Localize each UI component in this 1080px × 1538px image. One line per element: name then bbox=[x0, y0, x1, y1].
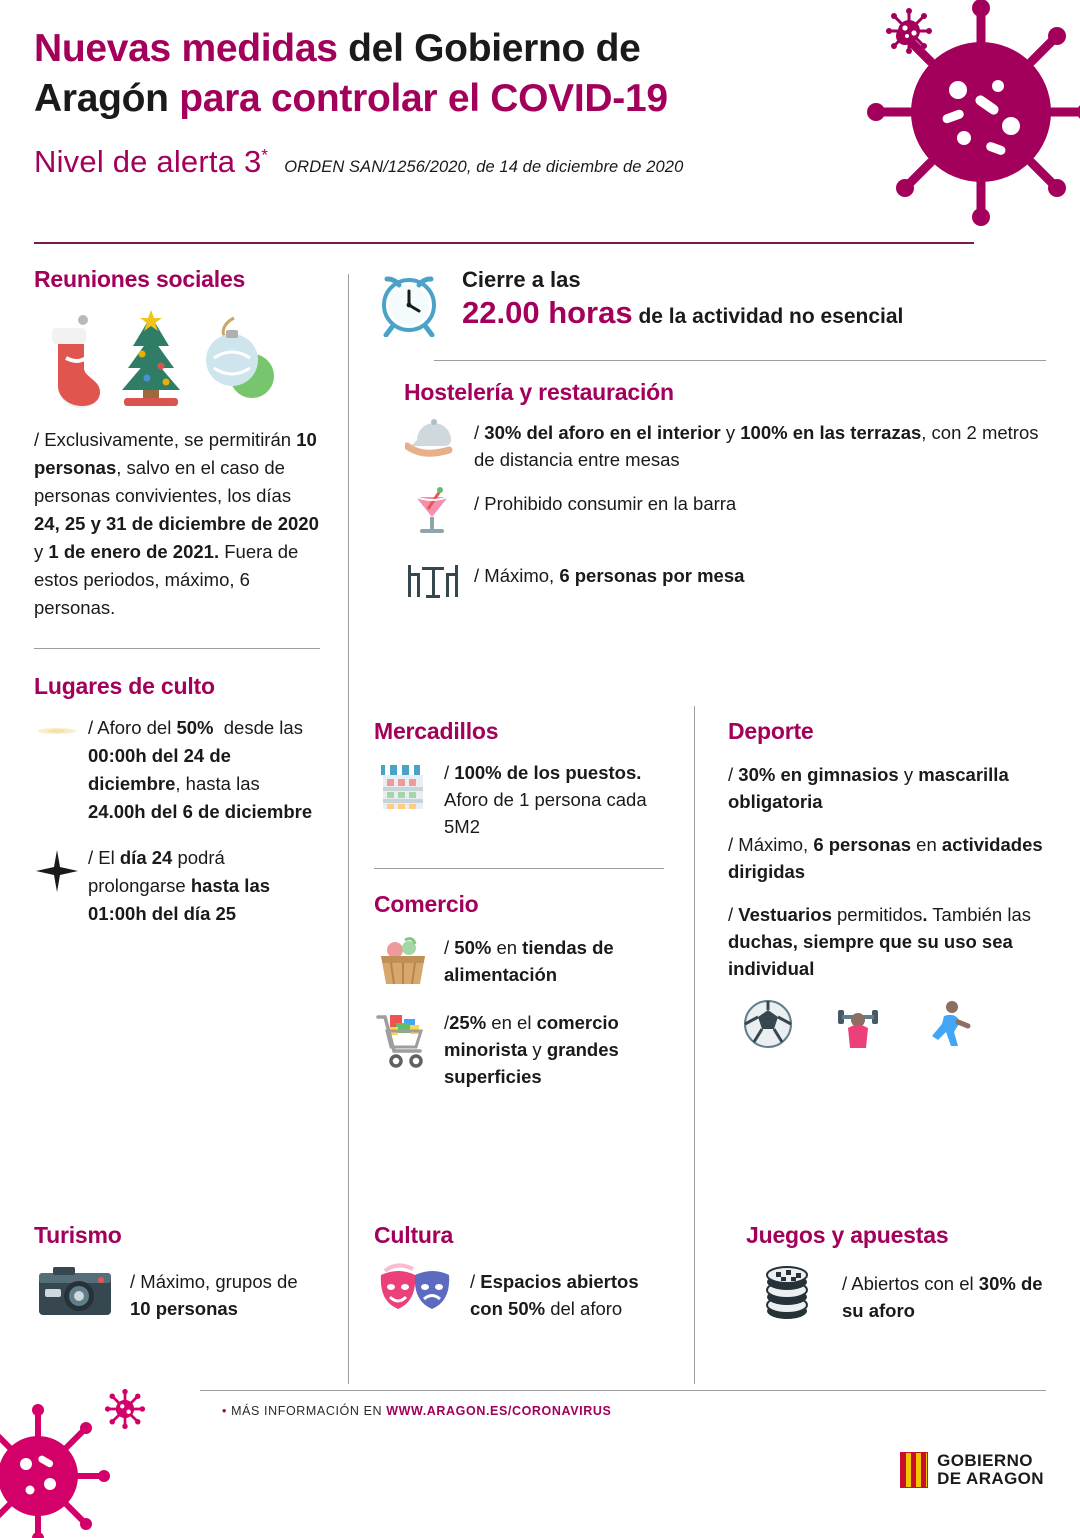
casino-chips-icon bbox=[746, 1263, 828, 1330]
reuniones-text: / Exclusivamente, se permitirán 10 personas, salvo en el caso de personas convivientes, los días 24, 25 y 31 de diciembre de 2020 y 1 de enero de 2021. Fuera de estos periodos, máximo, 6 personas. bbox=[34, 429, 319, 618]
football-icon bbox=[742, 998, 794, 1050]
alarm-clock-icon bbox=[374, 267, 444, 337]
turismo-row bbox=[34, 1263, 320, 1326]
title-plain-2: Aragón bbox=[34, 77, 180, 120]
column-cultura bbox=[374, 1222, 674, 1326]
closing-line2 bbox=[462, 294, 903, 338]
alert-level bbox=[34, 144, 268, 180]
hosteleria-item-1 bbox=[404, 416, 1046, 473]
cocktail-icon bbox=[404, 487, 460, 545]
hosteleria-text-3: / Máximo, 6 personas por mesa bbox=[474, 565, 745, 586]
juegos-row bbox=[746, 1263, 1046, 1330]
mercadillos-text-1: / 100% de los puestos. Aforo de 1 persona cada 5M2 bbox=[444, 762, 647, 837]
alert-level-asterisk: * bbox=[261, 145, 269, 165]
table-chairs-icon bbox=[404, 559, 460, 609]
coronavirus-icon bbox=[846, 0, 1080, 244]
mercadillos-item-1 bbox=[374, 759, 664, 840]
deporte-text-2: / Máximo, 6 personas en actividades dirigidas bbox=[728, 834, 1043, 882]
section-title-reuniones: Reuniones sociales bbox=[34, 266, 246, 292]
section-title-cultura: Cultura bbox=[374, 1222, 454, 1248]
coronavirus-small-bottom-icon bbox=[104, 1388, 146, 1430]
title-plain-1: del Gobierno de bbox=[337, 27, 641, 70]
christmas-bauble-icon bbox=[200, 314, 274, 410]
comercio-text-2: /25% en el comercio minorista y grandes superficies bbox=[444, 1012, 619, 1087]
closing-line1: Cierre a las bbox=[462, 267, 581, 292]
column-juegos bbox=[746, 1222, 1046, 1330]
order-reference: ORDEN SAN/1256/2020, de 14 de diciembre de 2020 bbox=[284, 158, 684, 176]
weightlifting-icon bbox=[832, 998, 884, 1050]
bullet-dot: • bbox=[222, 1404, 227, 1418]
christmas-tree-icon bbox=[114, 310, 188, 410]
christmas-stocking-icon bbox=[36, 314, 102, 410]
deporte-icons bbox=[742, 998, 1046, 1050]
deporte-text-3: / Vestuarios permitidos. También las duchas, siempre que su uso sea individual bbox=[728, 904, 1032, 979]
column-middle-lower bbox=[374, 718, 664, 1106]
column-right bbox=[728, 718, 1046, 1050]
closing-hours: 22.00 horas bbox=[462, 295, 633, 330]
light-ray-icon bbox=[34, 714, 80, 826]
comercio-item-2 bbox=[374, 1009, 664, 1090]
gov-logo-line2: DE ARAGON bbox=[937, 1469, 1044, 1488]
shopping-basket-icon bbox=[374, 934, 432, 993]
section-title-mercadillos: Mercadillos bbox=[374, 718, 499, 744]
alert-level-label: Nivel de alerta 3 bbox=[34, 144, 262, 179]
hosteleria-text-2: / Prohibido consumir en la barra bbox=[474, 493, 737, 514]
gov-logo-text bbox=[937, 1452, 1044, 1488]
deporte-text-1: / 30% en gimnasios y mascarilla obligatoria bbox=[728, 764, 1009, 812]
coronavirus-small-icon bbox=[886, 8, 932, 54]
running-icon bbox=[922, 998, 974, 1050]
more-info-prefix: MÁS INFORMACIÓN EN bbox=[231, 1404, 387, 1418]
comercio-text-1: / 50% en tiendas de alimentación bbox=[444, 937, 614, 985]
more-info-url[interactable]: WWW.ARAGON.ES/CORONAVIRUS bbox=[386, 1404, 612, 1418]
footer-divider bbox=[200, 1390, 1046, 1391]
bottom-row bbox=[34, 1222, 1046, 1362]
section-title-deporte: Deporte bbox=[728, 718, 814, 744]
camera-icon bbox=[34, 1263, 116, 1326]
title-highlight-2: para controlar el COVID-19 bbox=[179, 77, 668, 120]
gobierno-de-aragon-logo bbox=[900, 1452, 1044, 1488]
gov-logo-line1: GOBIERNO bbox=[937, 1451, 1033, 1470]
culto-item-1 bbox=[34, 714, 320, 826]
juegos-text: / Abiertos con el 30% de su aforo bbox=[842, 1272, 1043, 1321]
column-divider-1 bbox=[348, 274, 349, 1384]
mid-divider-1 bbox=[434, 360, 1046, 361]
hosteleria-text-1: / 30% del aforo en el interior y 100% en las terrazas, con 2 metros de distancia entre mesas bbox=[474, 422, 1039, 470]
culto-item-2 bbox=[34, 844, 320, 928]
closing-time-row bbox=[374, 266, 1046, 338]
column-left bbox=[34, 266, 320, 946]
culto-text-1: / Aforo del 50% desde las 00:00h del 24 de diciembre, hasta las 24.00h del 6 de diciembre bbox=[88, 717, 313, 822]
section-title-turismo: Turismo bbox=[34, 1222, 122, 1248]
food-tray-icon bbox=[404, 416, 460, 470]
title-highlight-1: Nuevas medidas bbox=[34, 27, 338, 70]
left-divider-1 bbox=[34, 648, 320, 649]
hosteleria-item-3 bbox=[404, 559, 1046, 609]
aragon-flag-icon bbox=[900, 1452, 928, 1488]
comercio-item-1 bbox=[374, 934, 664, 993]
section-title-culto: Lugares de culto bbox=[34, 673, 215, 699]
shopping-cart-icon bbox=[374, 1009, 432, 1076]
content-columns bbox=[34, 266, 1046, 1386]
star-icon bbox=[34, 844, 80, 928]
column-turismo bbox=[34, 1222, 320, 1326]
closing-time-text bbox=[462, 266, 903, 338]
turismo-text: / Máximo, grupos de 10 personas bbox=[130, 1270, 298, 1319]
column-middle-top bbox=[374, 266, 1046, 623]
section-title-comercio: Comercio bbox=[374, 891, 479, 917]
culto-text-2: / El día 24 podrá prolongarse hasta las 01:00h del día 25 bbox=[88, 847, 271, 924]
christmas-icons bbox=[36, 305, 320, 410]
hosteleria-item-2 bbox=[404, 487, 1046, 545]
more-info bbox=[222, 1404, 611, 1418]
header-divider bbox=[34, 242, 974, 244]
section-title-hosteleria: Hostelería y restauración bbox=[404, 379, 674, 405]
closing-rest: de la actividad no esencial bbox=[632, 305, 904, 328]
cultura-row bbox=[374, 1263, 674, 1326]
section-title-juegos: Juegos y apuestas bbox=[746, 1222, 949, 1248]
cultura-text: / Espacios abiertos con 50% del aforo bbox=[470, 1270, 639, 1319]
market-stall-icon bbox=[374, 759, 432, 820]
mid-divider-2 bbox=[374, 868, 664, 869]
theatre-masks-icon bbox=[374, 1263, 456, 1326]
